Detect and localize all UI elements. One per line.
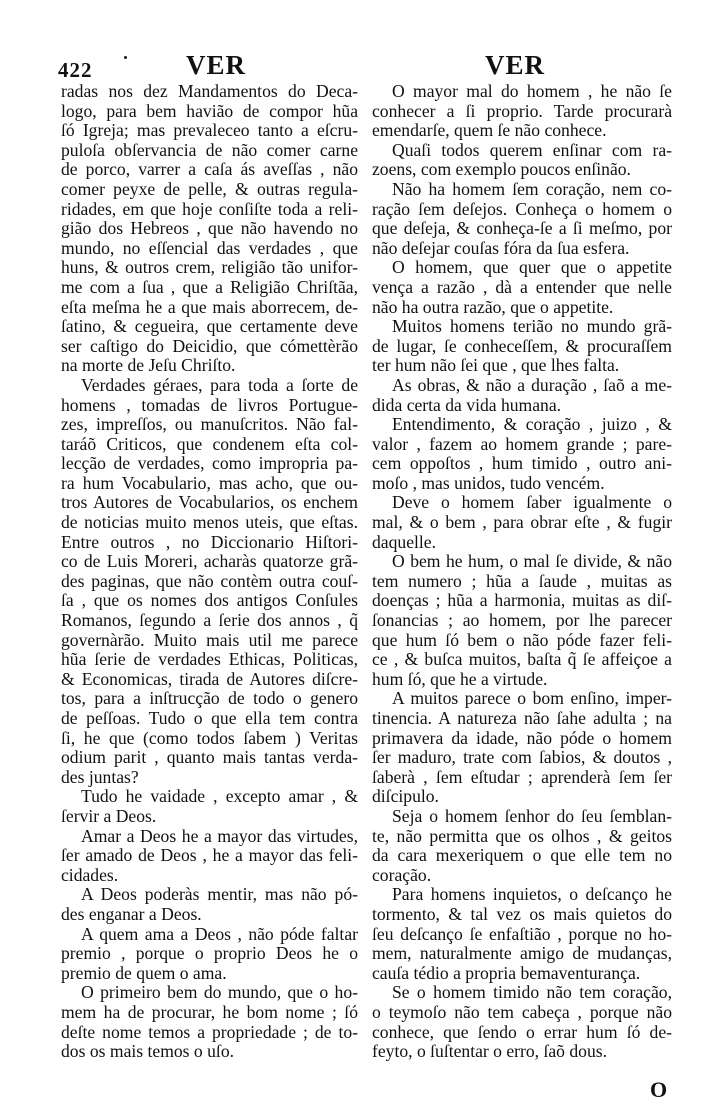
- text-line: diſcipulo.: [372, 786, 439, 807]
- text-line: o teymoſo não tem cabeça , porque não: [372, 1001, 672, 1022]
- text-line: que hum ſó bem o não póde fazer feli-: [372, 629, 672, 650]
- text-line: ter hum não ſei que , que lhes falta.: [372, 355, 620, 376]
- text-line: comer peyxe de pelle, & outras regula-: [61, 178, 358, 199]
- text-line: ce , & buſca muitos, baſta q̃ ſe affeiçoe a: [372, 649, 672, 670]
- text-line: mem, naturalmente amigo de mudanças,: [372, 943, 672, 964]
- text-line: Entendimento, & coração , juizo , &: [392, 414, 672, 435]
- text-line: deſte nome temos a propriedade ; de to-: [61, 1021, 358, 1042]
- text-line: coração.: [372, 864, 432, 885]
- text-line: ra hum Vocabulario, mas acho, que ou-: [61, 472, 358, 493]
- text-line: O primeiro bem do mundo, que o ho-: [81, 982, 358, 1003]
- text-line: taráõ Criticos, que condenem eſta col-: [61, 433, 358, 454]
- text-line: Verdades géraes, para toda a ſorte de: [81, 374, 358, 395]
- text-line: na morte de Jeſu Chriſto.: [61, 355, 236, 376]
- catchword: O: [650, 1077, 668, 1102]
- text-line: ração ſem deſejos. Conheça o homem o: [372, 198, 672, 219]
- text-line: gião dos Hebreos , que não havendo no: [61, 218, 358, 239]
- text-line: puloſa obſervancia de não comer carne: [61, 139, 358, 160]
- text-line: ſeu deſcanço ſe enfaſtião , porque no ho-: [372, 923, 672, 944]
- text-line: cidades.: [61, 864, 119, 885]
- text-line: ſer maduro, trate com ſabios, & doutos ,: [372, 747, 672, 768]
- text-line: te, não permitta que os olhos , & geitos: [372, 825, 672, 846]
- text-line: ser caſtigo do Deicidio, que cómettèrão: [61, 335, 358, 356]
- text-line: mal, & o bem , para obrar eſte , & fugir: [372, 512, 672, 533]
- text-line: valor , fazem ao homem grande ; pare-: [372, 433, 672, 454]
- text-line: tos, para a inſtrucção de todo o genero: [61, 688, 358, 709]
- text-line: cauſa tédio a propria bemaventurança.: [372, 962, 641, 983]
- text-line: des paginas, que não contèm outra couſ-: [61, 570, 358, 591]
- text-line: O bem he hum, o mal ſe divide, & não: [392, 551, 672, 572]
- text-line: daquelle.: [372, 531, 436, 552]
- text-line: não ha outra razão, que o appetite.: [372, 296, 614, 317]
- text-line: de lugar, ſe conheceſſem, & procuraſſem: [372, 335, 672, 356]
- text-line: ſatino, & cegueira, que certamente deve: [61, 316, 358, 337]
- text-line: primavera da idade, não póde o homem: [372, 727, 672, 748]
- text-line: radas nos dez Mandamentos do Deca-: [61, 81, 358, 101]
- text-line: ridades, em que hoje conſiſte toda a reli-: [61, 198, 358, 219]
- text-line: premio , porque o proprio Deos he o: [61, 943, 358, 964]
- text-line: A quem ama a Deos , não póde faltar: [81, 923, 358, 944]
- text-line: Deve o homem ſaber igualmente o: [392, 492, 672, 513]
- text-line: As obras, & não a duração , ſaõ a me-: [392, 374, 672, 395]
- page-number: 422: [58, 58, 93, 82]
- ornament-dot: [124, 56, 127, 59]
- text-line: Para homens inquietos, o deſcanço he: [392, 884, 672, 905]
- text-line: da cara mexeriquem o que elle tem no: [372, 845, 672, 866]
- text-line: feyto, o ſuſtentar o erro, ſaõ dous.: [372, 1041, 608, 1062]
- text-line: dos os mais temos o uſo.: [61, 1041, 235, 1062]
- text-line: Quaſi todos querem enſinar com ra-: [392, 139, 672, 160]
- running-head-left: VER: [186, 50, 247, 80]
- text-line: de porco, varrer a caſa ás aveſſas , não: [61, 159, 358, 180]
- text-line: mundo, no eſſencial das verdades , que: [61, 237, 358, 258]
- text-line: hũa ſerie de verdades Ethicas, Politicas,: [61, 649, 358, 670]
- text-line: A Deos poderàs mentir, mas não pó-: [81, 884, 358, 905]
- text-line: ſervir a Deos.: [61, 805, 157, 826]
- text-line: Romanos, ſegundo a ſerie dos annos , q̃: [61, 610, 358, 631]
- text-line: Tudo he vaidade , excepto amar , &: [81, 786, 358, 807]
- text-line: A muitos parece o bom enſino, imper-: [392, 688, 672, 709]
- text-line: huns, & outros crem, religião tão unifor-: [61, 257, 358, 278]
- text-line: hum ſó, que he a virtude.: [372, 668, 548, 689]
- text-line: & Economicas, tirada de Autores diſcre-: [61, 668, 358, 689]
- text-line: co de Luis Moreri, acharàs quatorze grã-: [61, 551, 358, 572]
- text-line: me com a ſua , que a Religião Chriſtãa,: [61, 276, 358, 297]
- text-line: ſa , que os nomes dos antigos Conſules: [61, 590, 358, 611]
- text-line: ſer amado de Deos , he a mayor das feli-: [61, 845, 358, 866]
- text-line: conhece, que ſendo o errar hum ſó de-: [372, 1021, 672, 1042]
- text-line: premio de quem o ama.: [61, 962, 227, 983]
- text-line: que deſeja, & conheça-ſe a ſi meſmo, por: [372, 218, 672, 239]
- text-line: Se o homem timido não tem coração,: [392, 982, 672, 1003]
- text-line: de noticias muito menos uteis, que eſtas.: [61, 512, 358, 533]
- text-line: Muitos homens terião no mundo grã-: [392, 316, 672, 337]
- text-line: logo, para bem havião de compor hũa: [61, 100, 358, 121]
- right-column: [372, 82, 672, 1062]
- text-line: Não ha homem ſem coração, nem co-: [392, 178, 672, 199]
- text-line: ſaberà , ſem eſtudar ; aprenderà ſem ſer: [372, 766, 672, 787]
- text-line: des juntas?: [61, 766, 139, 787]
- text-line: odium parit , quanto mais tantas verda-: [61, 747, 358, 768]
- text-line: de peſſoas. Tudo o que ella tem contra: [61, 708, 358, 728]
- text-line: dida certa da vida humana.: [372, 394, 562, 415]
- text-line: vença a razão , dà a entender que nelle: [372, 276, 672, 297]
- text-line: O mayor mal do homem , he não ſe: [392, 81, 672, 101]
- left-column: [61, 82, 358, 1062]
- text-line: ſó Igreja; mas prevaleceo tanto a eſcru-: [61, 120, 358, 141]
- text-line: emendarſe, quem ſe não conhece.: [372, 120, 607, 141]
- text-line: Amar a Deos he a mayor das virtudes,: [81, 825, 358, 846]
- text-line: cem oppoſtos , hum timido , outro ani-: [372, 453, 672, 474]
- text-line: moſo , mas unidos, tudo vencém.: [372, 472, 605, 493]
- text-line: tros Autores de Vocabularios, os enchem: [61, 492, 358, 513]
- text-line: O homem, que quer que o appetite: [392, 257, 672, 278]
- text-line: tinencia. A natureza não ſahe adulta ; na: [372, 708, 672, 728]
- text-line: zoens, com exemplo poucos enſinão.: [372, 159, 631, 180]
- text-line: tormento, & tal vez os mais quietos do: [372, 903, 672, 924]
- text-line: Seja o homem ſenhor do ſeu ſemblan-: [392, 805, 672, 826]
- text-line: conhecer a ſi proprio. Tarde procurarà: [372, 100, 672, 121]
- text-line: Entre outros , no Diccionario Hiſtori-: [61, 531, 358, 552]
- text-line: eſta meſma he a que mais aborrecem, de-: [61, 296, 358, 317]
- text-line: doenças ; hũa a harmonia, muitas as diſ-: [372, 590, 672, 611]
- text-line: ſonancias ; ao homem, por lhe parecer: [372, 610, 672, 631]
- text-line: zes, impreſſos, ou manuſcritos. Não fal-: [61, 414, 358, 435]
- running-head-right: VER: [485, 50, 546, 80]
- text-line: homens , tomadas de livros Portugue-: [61, 394, 358, 415]
- text-line: governàrão. Muito mais util me parece: [61, 629, 358, 650]
- text-line: não deſejar couſas fóra da ſua esfera.: [372, 237, 630, 258]
- text-line: lecção de verdades, como impropria pa-: [61, 453, 358, 474]
- text-line: ſi, he que (como todos ſabem ) Veritas: [61, 727, 358, 748]
- text-line: mem ha de procurar, he bom nome ; ſó: [61, 1001, 358, 1022]
- text-line: des enganar a Deos.: [61, 903, 202, 924]
- text-line: tem numero ; hũa a ſaude , muitas as: [372, 570, 672, 591]
